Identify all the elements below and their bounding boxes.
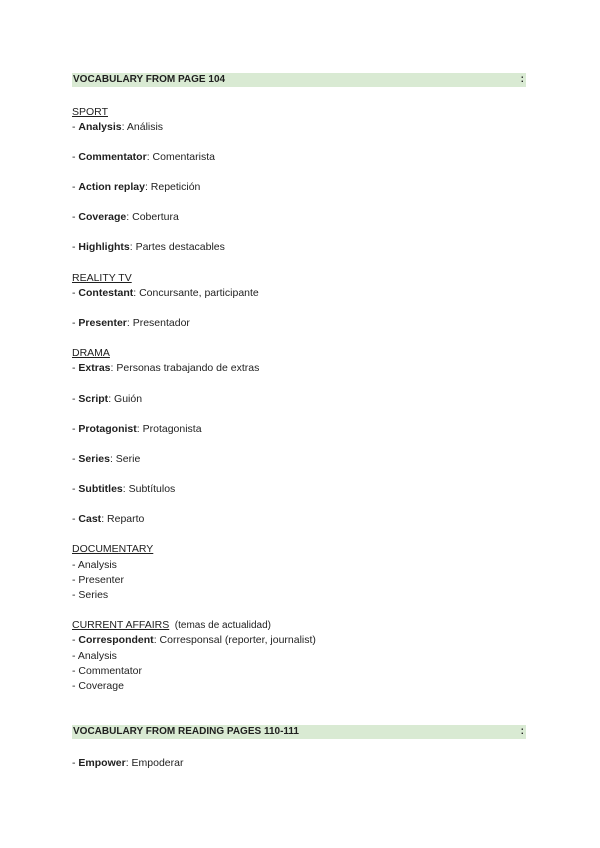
vocab-item: - Contestant: Concursante, participante [72, 287, 259, 299]
vocab-item: - Highlights: Partes destacables [72, 241, 225, 253]
section-colon: : [520, 726, 524, 737]
vocab-item: - Commentator: Comentarista [72, 151, 215, 163]
heading-reality-tv: REALITY TV [72, 272, 132, 284]
section-banner-page-104 [72, 73, 526, 87]
vocab-item: - Coverage: Cobertura [72, 211, 179, 223]
vocab-item: - Series: Serie [72, 453, 141, 465]
heading-sport: SPORT [72, 106, 108, 118]
vocab-item: - Script: Guión [72, 393, 143, 405]
section-colon: : [520, 74, 524, 85]
vocab-item: - Protagonist: Protagonista [72, 423, 202, 435]
vocab-item: - Cast: Reparto [72, 513, 145, 525]
heading-documentary: DOCUMENTARY [72, 543, 154, 555]
list-item: - Presenter [72, 574, 124, 586]
list-item: - Commentator [72, 665, 143, 677]
section-title: VOCABULARY FROM PAGE 104 [73, 74, 226, 85]
heading-current-affairs: CURRENT AFFAIRS [72, 619, 170, 631]
heading-drama: DRAMA [72, 347, 110, 359]
section-title: VOCABULARY FROM READING PAGES 110-111 [73, 726, 299, 737]
vocab-item: - Subtitles: Subtítulos [72, 483, 176, 495]
vocab-item: - Extras: Personas trabajando de extras [72, 362, 260, 374]
vocab-item: - Analysis: Análisis [72, 121, 164, 133]
list-item: - Series [72, 589, 109, 601]
vocab-item: - Empower: Empoderar [72, 757, 184, 769]
list-item: - Analysis [72, 559, 117, 571]
vocab-item: - Presenter: Presentador [72, 317, 190, 329]
section-banner-reading [72, 725, 526, 739]
vocab-item: - Correspondent: Corresponsal (reporter, journalist) [72, 634, 316, 646]
list-item: - Analysis [72, 650, 117, 662]
heading-note: (temas de actualidad) [169, 620, 271, 631]
list-item: - Coverage [72, 680, 124, 692]
heading-current-affairs-row [72, 619, 271, 632]
vocab-item: - Action replay: Repetición [72, 181, 201, 193]
